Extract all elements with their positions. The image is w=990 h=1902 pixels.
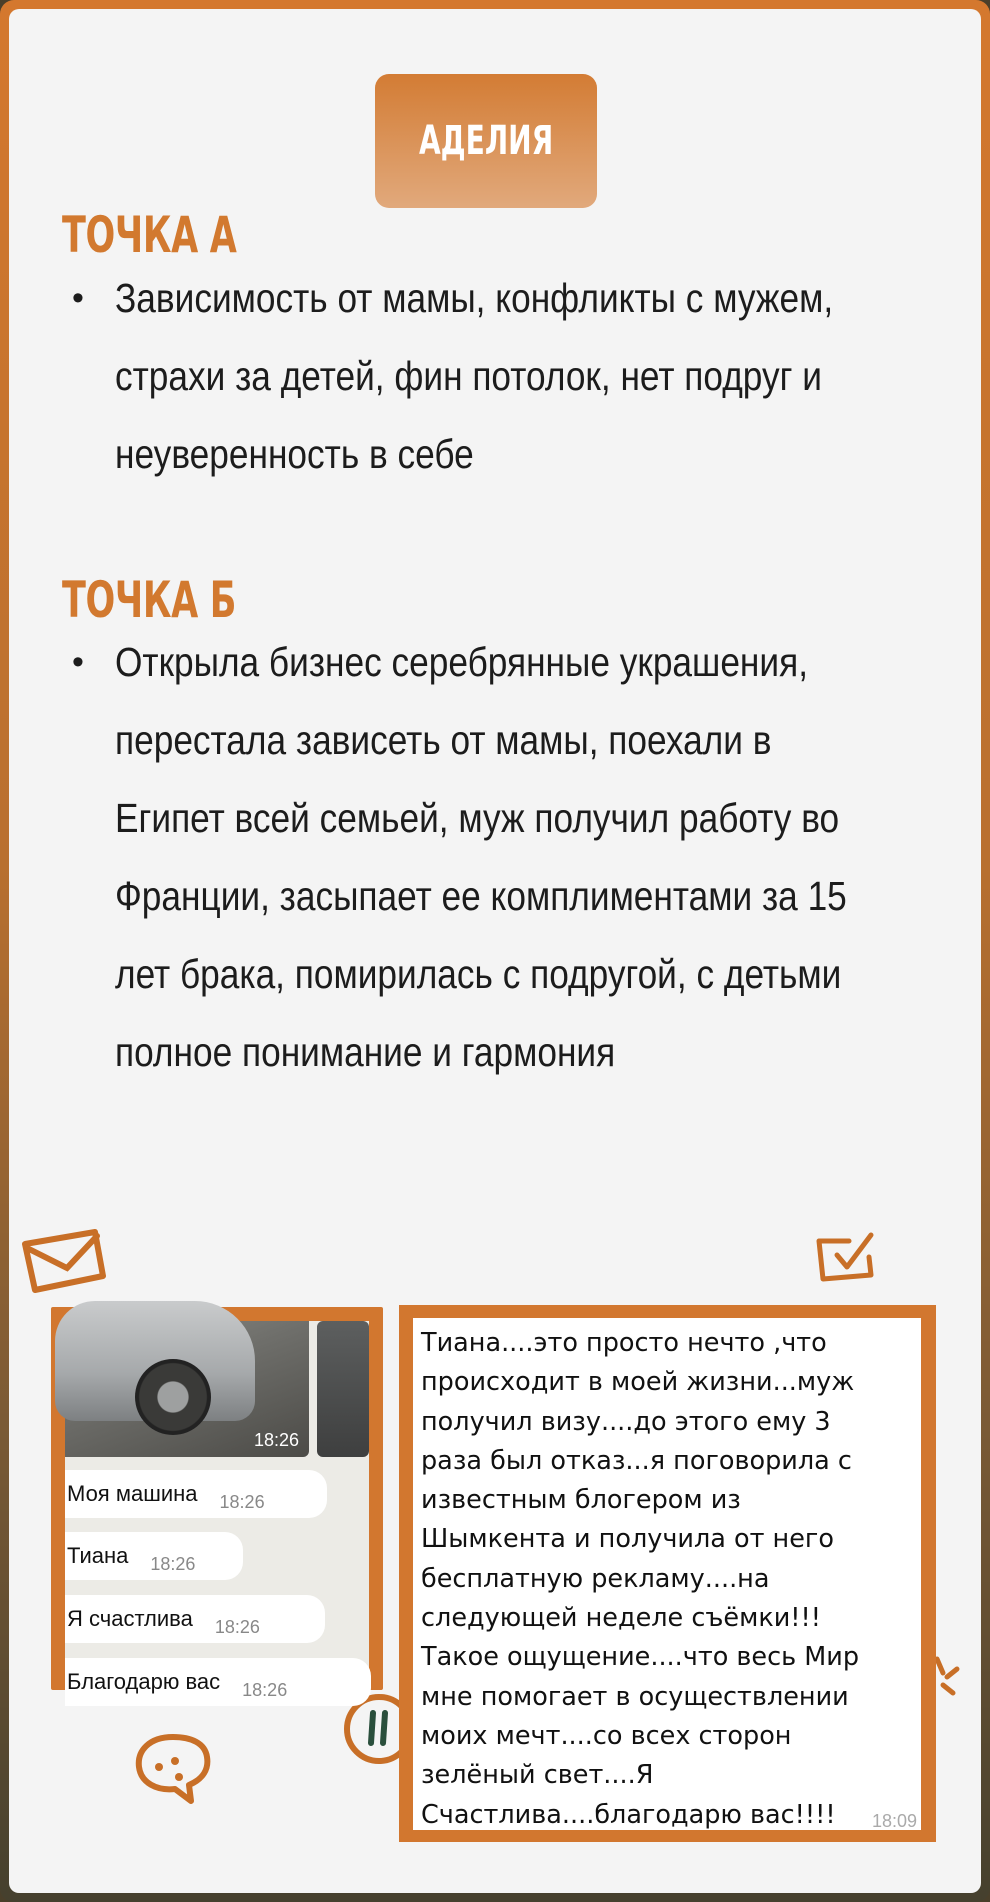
chat-screenshot-right <box>399 1305 936 1842</box>
chat-bubble-time: 18:26 <box>214 1616 260 1637</box>
second-photo <box>317 1321 369 1457</box>
point-a-heading: ТОЧКА А <box>62 206 237 264</box>
chat-message-bubble <box>413 1318 921 1830</box>
chat-bubble-time: 18:26 <box>150 1553 196 1574</box>
speech-bubble-icon <box>129 1729 219 1809</box>
checkmark-envelope-icon <box>809 1227 889 1297</box>
chat-message-text: Тиана....это просто нечто ,что происходит в моей жизни...муж получил визу....до этого ему 3 раза был отказ...я поговорила с известным блогером из Шымкента и получила от него бесплатную рекламу....на следующей неделе съёмки!!! Такое ощущение....что весь Мир мне помогает в осуществлении моих мечт....со всех сторон зелёный свет....Я Счастлива....благодарю вас!!!! <box>421 1328 860 1830</box>
review-card <box>9 9 981 1893</box>
envelope-doodle-icon <box>17 1224 117 1304</box>
name-badge <box>375 74 597 208</box>
chat-bubble-text: Я счастлива <box>67 1606 193 1631</box>
client-name: АДЕЛИЯ <box>418 118 554 164</box>
point-b-item <box>72 623 952 1091</box>
bullet-dot: • <box>72 279 84 317</box>
bullet-dot: • <box>72 643 84 681</box>
chat-bubble <box>65 1532 243 1580</box>
chat-message-time: 18:09 <box>871 1811 917 1831</box>
car-photo <box>65 1321 309 1457</box>
point-a-text: Зависимость от мамы, конфликты с мужем, страхи за детей, фин потолок, нет подруг и неуверенность в себе <box>115 275 834 477</box>
chat-bubble <box>65 1595 325 1643</box>
point-b-heading: ТОЧКА Б <box>62 571 237 629</box>
chat-screenshot-inner <box>65 1321 369 1700</box>
chat-bubble-time: 18:26 <box>219 1491 265 1512</box>
chat-bubble-text: Моя машина <box>67 1481 198 1506</box>
photo-time: 18:26 <box>253 1430 299 1450</box>
car-wheel <box>135 1359 211 1435</box>
point-a-item <box>72 259 952 493</box>
chat-screenshot-left <box>51 1307 383 1700</box>
chat-bubble <box>65 1658 371 1706</box>
point-b-text: Открыла бизнес серебрянные украшения, перестала зависеть от мамы, поехали в Египет всей семьей, муж получил работу во Франции, засыпает ее комплиментами за 15 лет брака, помирилась с подругой, с детьми полное понимание и гармония <box>115 639 847 1075</box>
chat-bubble-text: Благодарю вас <box>67 1669 221 1694</box>
chat-bubble-time: 18:26 <box>242 1679 288 1700</box>
chat-bubble <box>65 1470 327 1518</box>
chat-bubble-text: Тиана <box>67 1543 129 1568</box>
